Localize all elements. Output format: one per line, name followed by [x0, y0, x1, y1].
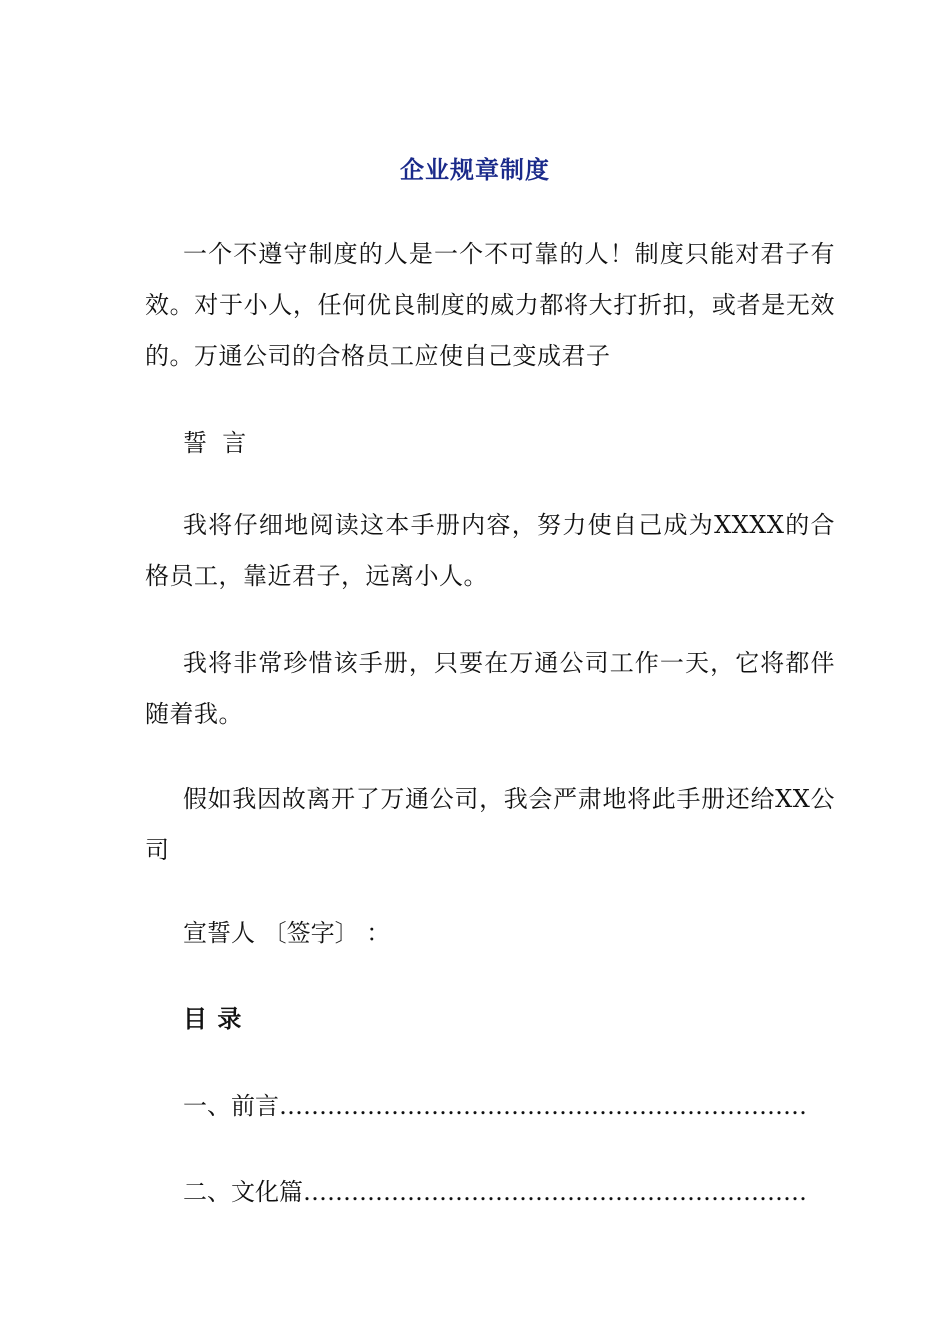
toc-item-preface: 一、前言…………………………………………………………: [183, 1092, 807, 1120]
oath-heading: 誓 言: [183, 429, 247, 457]
toc-heading: 目 录: [183, 1004, 243, 1033]
oath-paragraph-3: 假如我因故离开了万通公司，我会严肃地将此手册还给XX公司: [145, 785, 835, 864]
document-title: 企业规章制度: [400, 155, 550, 184]
toc-item-culture: 二、文化篇………………………………………………………: [183, 1178, 807, 1206]
oath-paragraph-2: 我将非常珍惜该手册，只要在万通公司工作一天，它将都伴随着我。: [145, 649, 835, 728]
intro-paragraph: 一个不遵守制度的人是一个不可靠的人！制度只能对君子有效。对于小人，任何优良制度的威力都将大打折扣，或者是无效的。万通公司的合格员工应使自己变成君子: [145, 240, 835, 370]
signature-line: 宣誓人 〔签字〕 ：: [183, 919, 391, 947]
oath-paragraph-1: 我将仔细地阅读这本手册内容，努力使自己成为XXXX的合格员工，靠近君子，远离小人。: [145, 511, 835, 590]
